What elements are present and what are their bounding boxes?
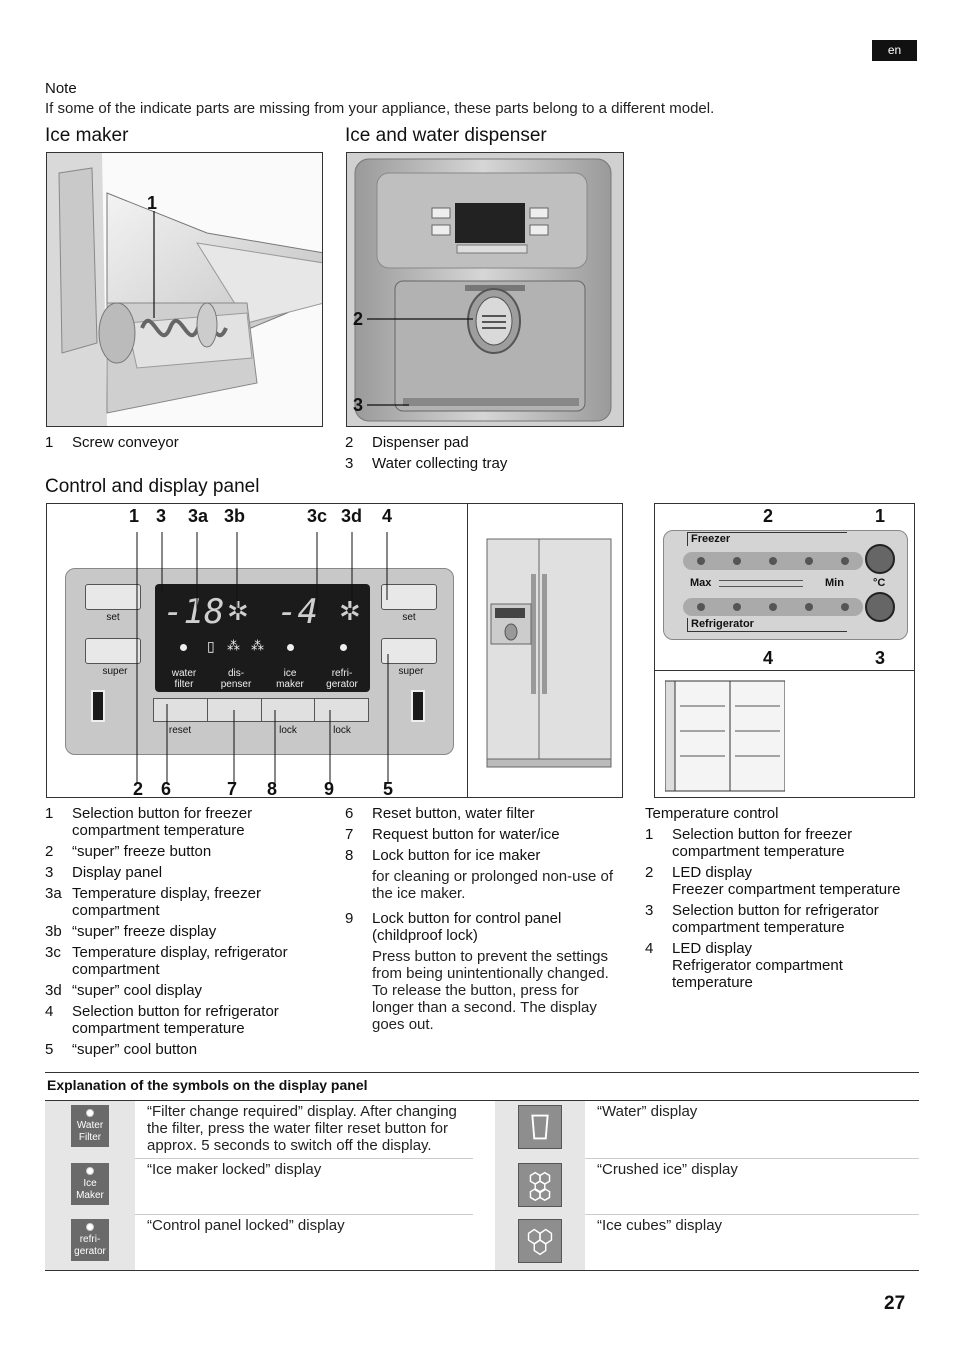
control-panel-heading: Control and display panel — [45, 476, 260, 497]
refrigerator-led — [805, 603, 813, 611]
ice-cubes-icon — [518, 1219, 562, 1263]
refrigerator-lock-symbol — [45, 1215, 135, 1270]
water-glass-icon: ▯ — [207, 638, 215, 654]
legend-text: Display panel — [72, 864, 163, 881]
legend-text: Selection button for refrigerator compartment temperature — [672, 902, 879, 936]
ice-maker-symbol-label: Ice Maker — [76, 1178, 104, 1201]
refrigerator-led-row — [683, 598, 863, 616]
super-freeze-display-icon: ✲ — [227, 596, 249, 626]
refrigerator-symbol-label: refri- gerator — [74, 1234, 106, 1257]
dispenser-label: dis- penser — [220, 668, 252, 690]
control-callout-3: 3 — [156, 506, 167, 526]
legend-number: 6 — [345, 805, 354, 822]
legend-text: “super” cool button — [72, 1041, 198, 1058]
legend-number: 1 — [45, 805, 54, 822]
legend-text: “super” freeze button — [72, 843, 212, 860]
symbol-description: “Ice cubes” display — [597, 1217, 723, 1234]
refrigerator-temperature-display: -4 — [277, 592, 318, 632]
refrigerator-led — [733, 603, 741, 611]
water-filter-label: water filter — [171, 668, 197, 690]
symbol-description: “Water” display — [585, 1101, 919, 1159]
language-badge: en — [872, 40, 917, 61]
legend-subtext: for cleaning or prolonged non-use of the ice maker. — [372, 868, 613, 902]
legend-number: 1 — [645, 826, 654, 843]
crushed-ice-icon: ⁂ — [227, 638, 240, 653]
freezer-label: Freezer — [687, 532, 847, 546]
dispenser-heading: Ice and water dispenser — [345, 125, 547, 146]
control-callout-8: 8 — [267, 779, 278, 798]
legend-number: 3 — [645, 902, 654, 919]
control-legend-col1 — [45, 805, 335, 1062]
refrigerator-label: refri- gerator — [326, 668, 358, 690]
freezer-led — [841, 557, 849, 565]
refrigerator-illustration — [477, 524, 617, 784]
legend-text: “super” cool display — [72, 982, 203, 999]
legend-subtext: Press button to prevent the settings from being unintentionally changed. To release the button, press for longer than a second. The display goes out. — [372, 948, 609, 1033]
min-label: Min — [825, 577, 844, 589]
legend-text: Selection button for freezer compartment temperature — [72, 805, 253, 839]
callout-lines — [47, 504, 467, 798]
control-callout-4: 4 — [382, 506, 393, 526]
legend-text: LED display Refrigerator compartment temperature — [672, 940, 843, 991]
ice-maker-heading: Ice maker — [45, 125, 129, 146]
legend-text: Request button for water/ice — [372, 826, 560, 843]
legend-text: “super” freeze display — [72, 923, 217, 940]
unit-label: °C — [873, 577, 886, 589]
control-callout-3a: 3a — [188, 506, 209, 526]
legend-text: Screw conveyor — [72, 434, 179, 451]
legend-text: LED display Freezer compartment temperature — [672, 864, 901, 898]
figure-divider — [467, 504, 468, 798]
control-callout-3d: 3d — [341, 506, 363, 526]
dispenser-figure — [346, 152, 624, 427]
legend-number: 5 — [45, 1041, 54, 1058]
symbol-description: “Filter change required” display. After changing the filter, press the water filter reset button for approx. 5 seconds to switch off the display. — [135, 1101, 473, 1159]
freezer-led — [769, 557, 777, 565]
legend-number: 4 — [645, 940, 654, 957]
temp-control-legend — [645, 805, 917, 995]
symbol-row — [45, 1101, 919, 1159]
legend-number: 4 — [45, 1003, 54, 1020]
super-cool-display-icon: ✲ — [339, 596, 361, 626]
ice-maker-legend — [45, 434, 325, 455]
legend-text: Lock button for ice maker — [372, 847, 541, 864]
freezer-led-row — [683, 552, 863, 570]
refrigerator-select-button[interactable] — [865, 592, 895, 622]
dispenser-illustration — [347, 153, 624, 427]
reset-label: reset — [168, 725, 192, 736]
legend-text: Dispenser pad — [372, 434, 469, 451]
legend-text: Selection button for refrigerator compartment temperature — [72, 1003, 279, 1037]
symbol-row — [45, 1215, 919, 1271]
ice-maker-callout-1: 1 — [147, 193, 158, 213]
temperature-scale — [719, 580, 803, 587]
ice-cubes-icon: ⁂ — [251, 638, 264, 653]
control-callout-5: 5 — [383, 779, 394, 798]
legend-number: 3 — [45, 864, 54, 881]
legend-number: 3a — [45, 885, 62, 902]
water-glass-symbol — [495, 1101, 585, 1159]
ice-maker-label: ice maker — [276, 668, 304, 690]
freezer-temperature-display: -18 — [163, 592, 225, 632]
note-title: Note — [45, 80, 77, 97]
dispenser-callout-3: 3 — [353, 395, 364, 415]
symbol-description: “Ice maker locked” display — [135, 1159, 473, 1215]
panel-lock-label: lock — [333, 725, 351, 736]
legend-number: 2 — [645, 864, 654, 881]
legend-number: 3 — [345, 455, 354, 472]
ice-cubes-symbol — [495, 1215, 585, 1270]
legend-text: Temperature display, freezer compartment — [72, 885, 261, 919]
legend-text: Temperature display, refrigerator compartment — [72, 944, 288, 978]
freezer-led — [733, 557, 741, 565]
legend-number: 8 — [345, 847, 354, 864]
ice-maker-figure — [46, 152, 323, 427]
control-callout-2: 2 — [133, 779, 144, 798]
ice-maker-illustration — [47, 153, 323, 427]
super-cool-label: super — [398, 666, 424, 677]
glass-icon — [518, 1105, 562, 1149]
control-legend-col2 — [345, 805, 615, 1041]
symbol-description: “Crushed ice” display — [585, 1159, 919, 1215]
legend-number: 3b — [45, 923, 62, 940]
temp-callout-3: 3 — [875, 648, 886, 668]
control-callout-1: 1 — [129, 506, 140, 526]
symbols-table-title: Explanation of the symbols on the display panel — [45, 1072, 919, 1101]
temp-callout-1: 1 — [875, 506, 886, 526]
control-panel-figure — [46, 503, 623, 798]
legend-number: 9 — [345, 910, 354, 927]
page-number: 27 — [884, 1293, 906, 1314]
refrigerator-led — [841, 603, 849, 611]
open-fridge-illustration — [665, 676, 785, 796]
freezer-led — [805, 557, 813, 565]
legend-number: 1 — [45, 434, 54, 451]
legend-number: 7 — [345, 826, 354, 843]
dispenser-callout-2: 2 — [353, 309, 364, 329]
refrigerator-label: Refrigerator — [687, 618, 847, 632]
refrigerator-led — [769, 603, 777, 611]
control-callout-3c: 3c — [307, 506, 328, 526]
freezer-select-button[interactable] — [865, 544, 895, 574]
temp-callout-4: 4 — [763, 648, 774, 668]
crushed-ice-symbol — [495, 1159, 585, 1215]
symbol-row — [45, 1159, 919, 1215]
legend-number: 3d — [45, 982, 62, 999]
crushed-ice-icon — [518, 1163, 562, 1207]
freezer-set-label: set — [106, 612, 120, 623]
legend-text: Lock button for control panel (childproof lock) — [372, 910, 562, 944]
freezer-led — [697, 557, 705, 565]
control-callout-3b: 3b — [224, 506, 246, 526]
super-freeze-label: super — [102, 666, 128, 677]
ice-maker-symbol — [45, 1159, 135, 1215]
legend-number: 3c — [45, 944, 61, 961]
temp-control-title: Temperature control — [645, 805, 779, 822]
ice-maker-lock-label: lock — [279, 725, 297, 736]
temperature-control-figure — [654, 503, 915, 798]
control-callout-7: 7 — [227, 779, 238, 798]
note-text: If some of the indicate parts are missing from your appliance, these parts belong to a different model. — [45, 100, 715, 117]
water-filter-symbol-label: Water Filter — [76, 1120, 104, 1143]
temp-callout-2: 2 — [763, 506, 774, 526]
max-label: Max — [690, 577, 712, 589]
symbols-table — [45, 1072, 919, 1271]
refrigerator-led — [697, 603, 705, 611]
temp-figure-divider — [655, 670, 915, 671]
control-callout-9: 9 — [324, 779, 335, 798]
dispenser-legend — [345, 434, 625, 476]
water-filter-symbol — [45, 1101, 135, 1159]
refrigerator-set-label: set — [402, 612, 416, 623]
legend-number: 2 — [45, 843, 54, 860]
symbol-description: “Control panel locked” display — [147, 1217, 345, 1234]
legend-text: Reset button, water filter — [372, 805, 535, 822]
legend-text: Water collecting tray — [372, 455, 508, 472]
legend-number: 2 — [345, 434, 354, 451]
legend-text: Selection button for freezer compartment temperature — [672, 826, 853, 860]
control-callout-6: 6 — [161, 779, 172, 798]
